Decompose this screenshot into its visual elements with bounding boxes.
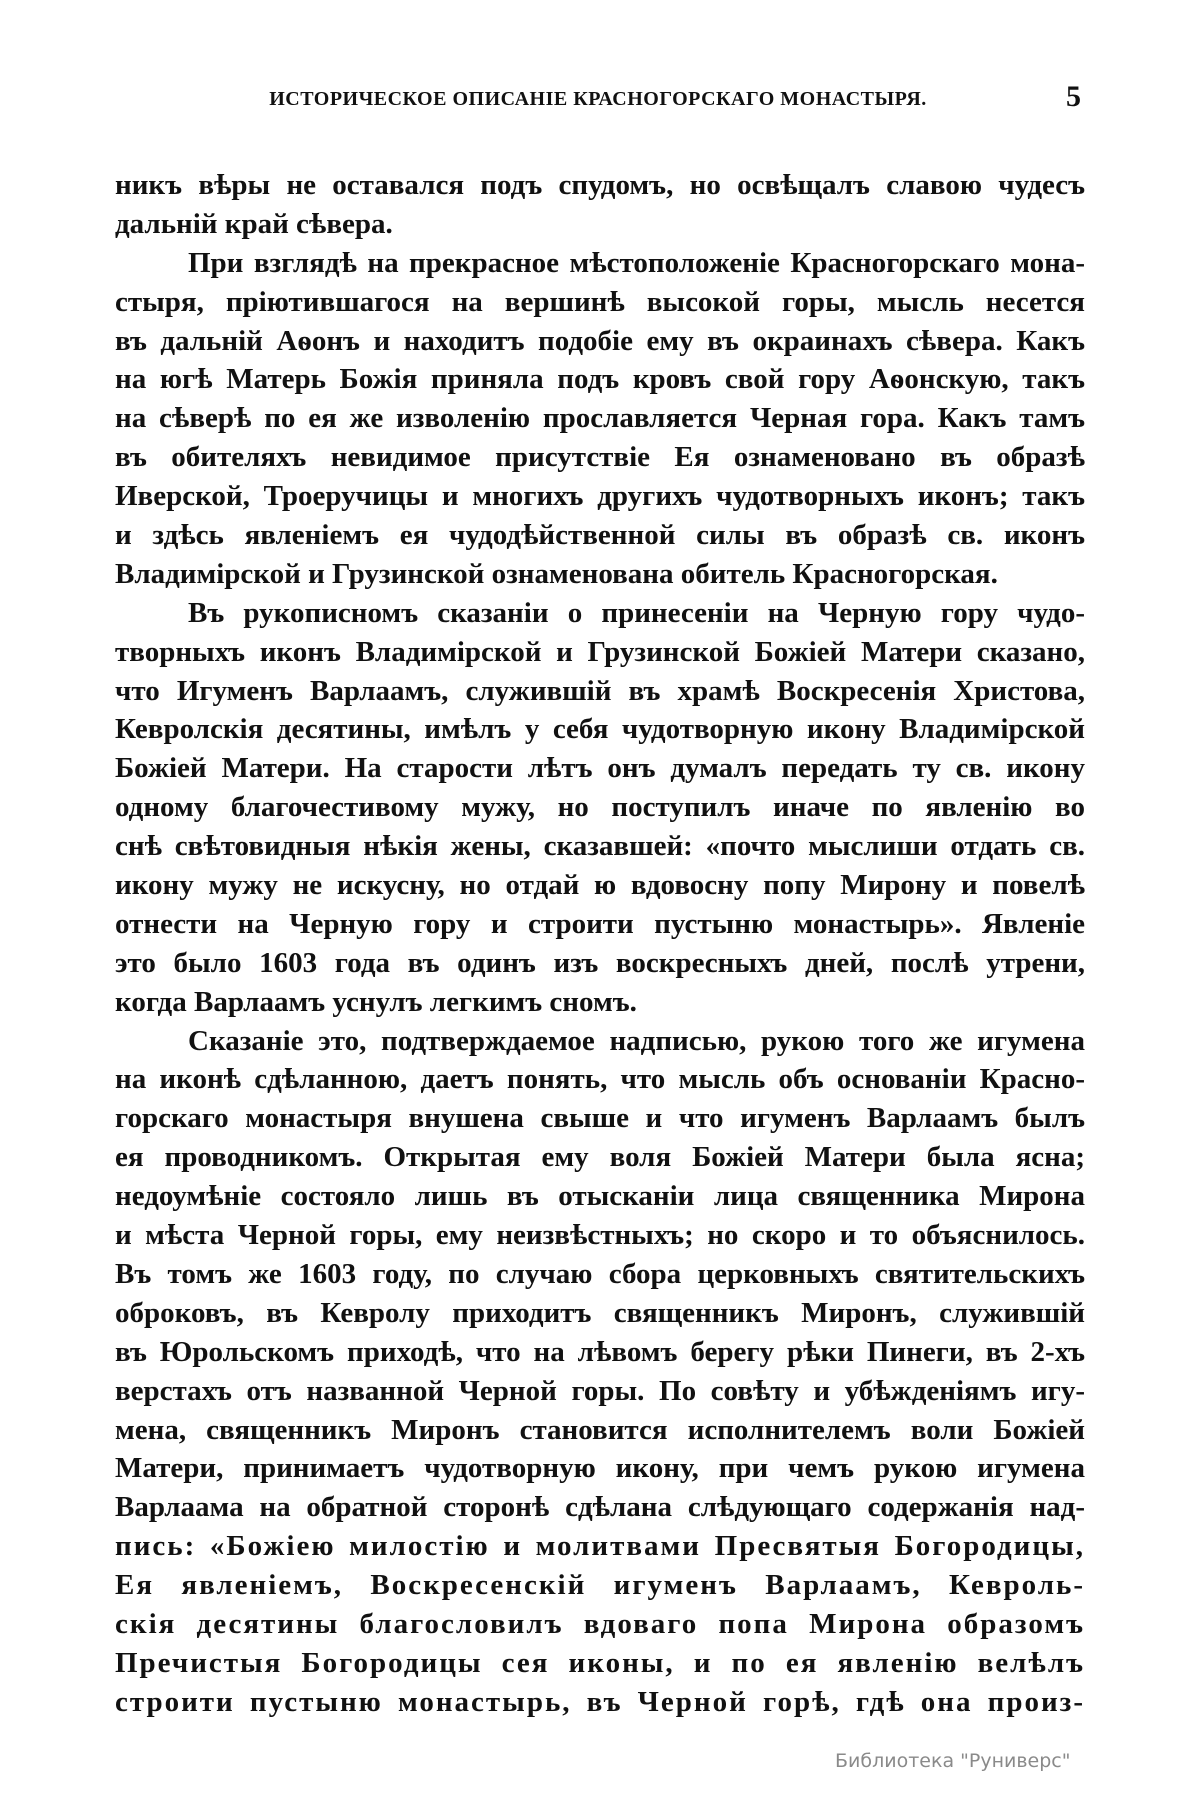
text-line: творныхъ иконъ Владимірской и Грузинской Божіей Матери сказано, — [115, 635, 1085, 668]
text-line: икону мужу не искусну, но отдай ю вдовосну попу Мирону и повелѣ — [115, 869, 1085, 902]
text-line: оброковъ, въ Кевролу приходитъ священникъ Миронъ, служившій — [115, 1296, 1085, 1329]
library-watermark: Библиотека "Руниверс" — [835, 1750, 1071, 1772]
text-line: Иверской, Троеручицы и многихъ другихъ чудотворныхъ иконъ; такъ — [115, 480, 1085, 513]
text-line: дальній край сѣвера. — [115, 207, 393, 240]
text-line: верстахъ отъ названной Черной горы. По совѣту и убѣжденіямъ игу- — [115, 1374, 1085, 1407]
text-line: скія десятины благословилъ вдоваго попа Мирона образомъ — [115, 1607, 1085, 1640]
text-line: на сѣверѣ по ея же изволенію прославляется Черная гора. Какъ тамъ — [115, 402, 1085, 435]
text-line: Ея явленіемъ, Воскресенскій игуменъ Варлаамъ, Кевроль- — [115, 1569, 1085, 1602]
text-line: пись: «Божіею милостію и молитвами Пресвятыя Богородицы, — [115, 1530, 1085, 1563]
text-line: Пречистыя Богородицы сея иконы, и по ея явленію велѣлъ — [115, 1646, 1085, 1679]
page-number: 5 — [1066, 80, 1081, 113]
text-line: это было 1603 года въ одинъ изъ воскресныхъ дней, послѣ утрени, — [115, 946, 1085, 979]
text-line: Божіей Матери. На старости лѣтъ онъ думалъ передать ту св. икону — [115, 752, 1085, 785]
text-line: мена, священникъ Миронъ становится исполнителемъ воли Божіей — [115, 1413, 1085, 1446]
text-line: Матери, принимаетъ чудотворную икону, при чемъ рукою игумена — [115, 1452, 1085, 1485]
text-line: когда Варлаамъ уснулъ легкимъ сномъ. — [115, 985, 637, 1018]
text-line: и мѣста Черной горы, ему неизвѣстныхъ; но скоро и то объяснилось. — [115, 1219, 1085, 1252]
text-line: Владимірской и Грузинской ознаменована обитель Красногорская. — [115, 557, 998, 590]
text-line: строити пустыню монастырь, въ Черной горѣ, гдѣ она произ- — [115, 1685, 1085, 1718]
text-line: въ дальній Аѳонъ и находитъ подобіе ему въ окраинахъ сѣвера. Какъ — [115, 324, 1085, 357]
text-line: Варлаама на обратной сторонѣ сдѣлана слѣдующаго содержанія над- — [115, 1491, 1085, 1524]
page-body-text — [115, 166, 1085, 1722]
text-line: ея проводникомъ. Открытая ему воля Божіей Матери была ясна; — [115, 1141, 1085, 1174]
text-line: стыря, пріютившагося на вершинѣ высокой горы, мысль несется — [115, 285, 1085, 318]
text-line: недоумѣніе состояло лишь въ отысканіи лица священника Мирона — [115, 1180, 1085, 1213]
text-line: что Игуменъ Варлаамъ, служившій въ храмѣ Воскресенія Христова, — [115, 674, 1085, 707]
text-line: Въ томъ же 1603 году, по случаю сбора церковныхъ святительскихъ — [115, 1257, 1085, 1290]
text-line: Въ рукописномъ сказаніи о принесеніи на Черную гору чудо- — [188, 596, 1085, 629]
text-line: снѣ свѣтовидныя нѣкія жены, сказавшей: «почто мыслиши отдать св. — [115, 830, 1085, 863]
text-line: на югѣ Матерь Божія приняла подъ кровъ свой гору Аѳонскую, такъ — [115, 363, 1085, 396]
text-line: на иконѣ сдѣланною, даетъ понять, что мысль объ основаніи Красно- — [115, 1063, 1085, 1096]
text-line: одному благочестивому мужу, но поступилъ иначе по явленію во — [115, 791, 1085, 824]
text-line: Кевролскія десятины, имѣлъ у себя чудотворную икону Владимірской — [115, 713, 1085, 746]
text-line: Сказаніе это, подтверждаемое надписью, рукою того же игумена — [188, 1024, 1085, 1057]
text-line: При взглядѣ на прекрасное мѣстоположеніе Красногорскаго мона- — [188, 246, 1085, 279]
text-line: отнести на Черную гору и строити пустыню монастырь». Явленіе — [115, 907, 1085, 940]
running-title: ИСТОРИЧЕСКОЕ ОПИСАНІЕ КРАСНОГОРСКАГО МОНАСТЫРЯ. — [269, 88, 927, 110]
text-line: горскаго монастыря внушена свыше и что игуменъ Варлаамъ былъ — [115, 1102, 1085, 1135]
text-line: и здѣсь явленіемъ ея чудодѣйственной силы въ образѣ св. иконъ — [115, 519, 1085, 552]
text-line: никъ вѣры не оставался подъ спудомъ, но освѣщалъ славою чудесъ — [115, 169, 1085, 201]
text-line: въ Юрольскомъ приходѣ, что на лѣвомъ берегу рѣки Пинеги, въ 2-хъ — [115, 1335, 1085, 1368]
text-line: въ обителяхъ невидимое присутствіе Ея ознаменовано въ образѣ — [115, 441, 1085, 474]
